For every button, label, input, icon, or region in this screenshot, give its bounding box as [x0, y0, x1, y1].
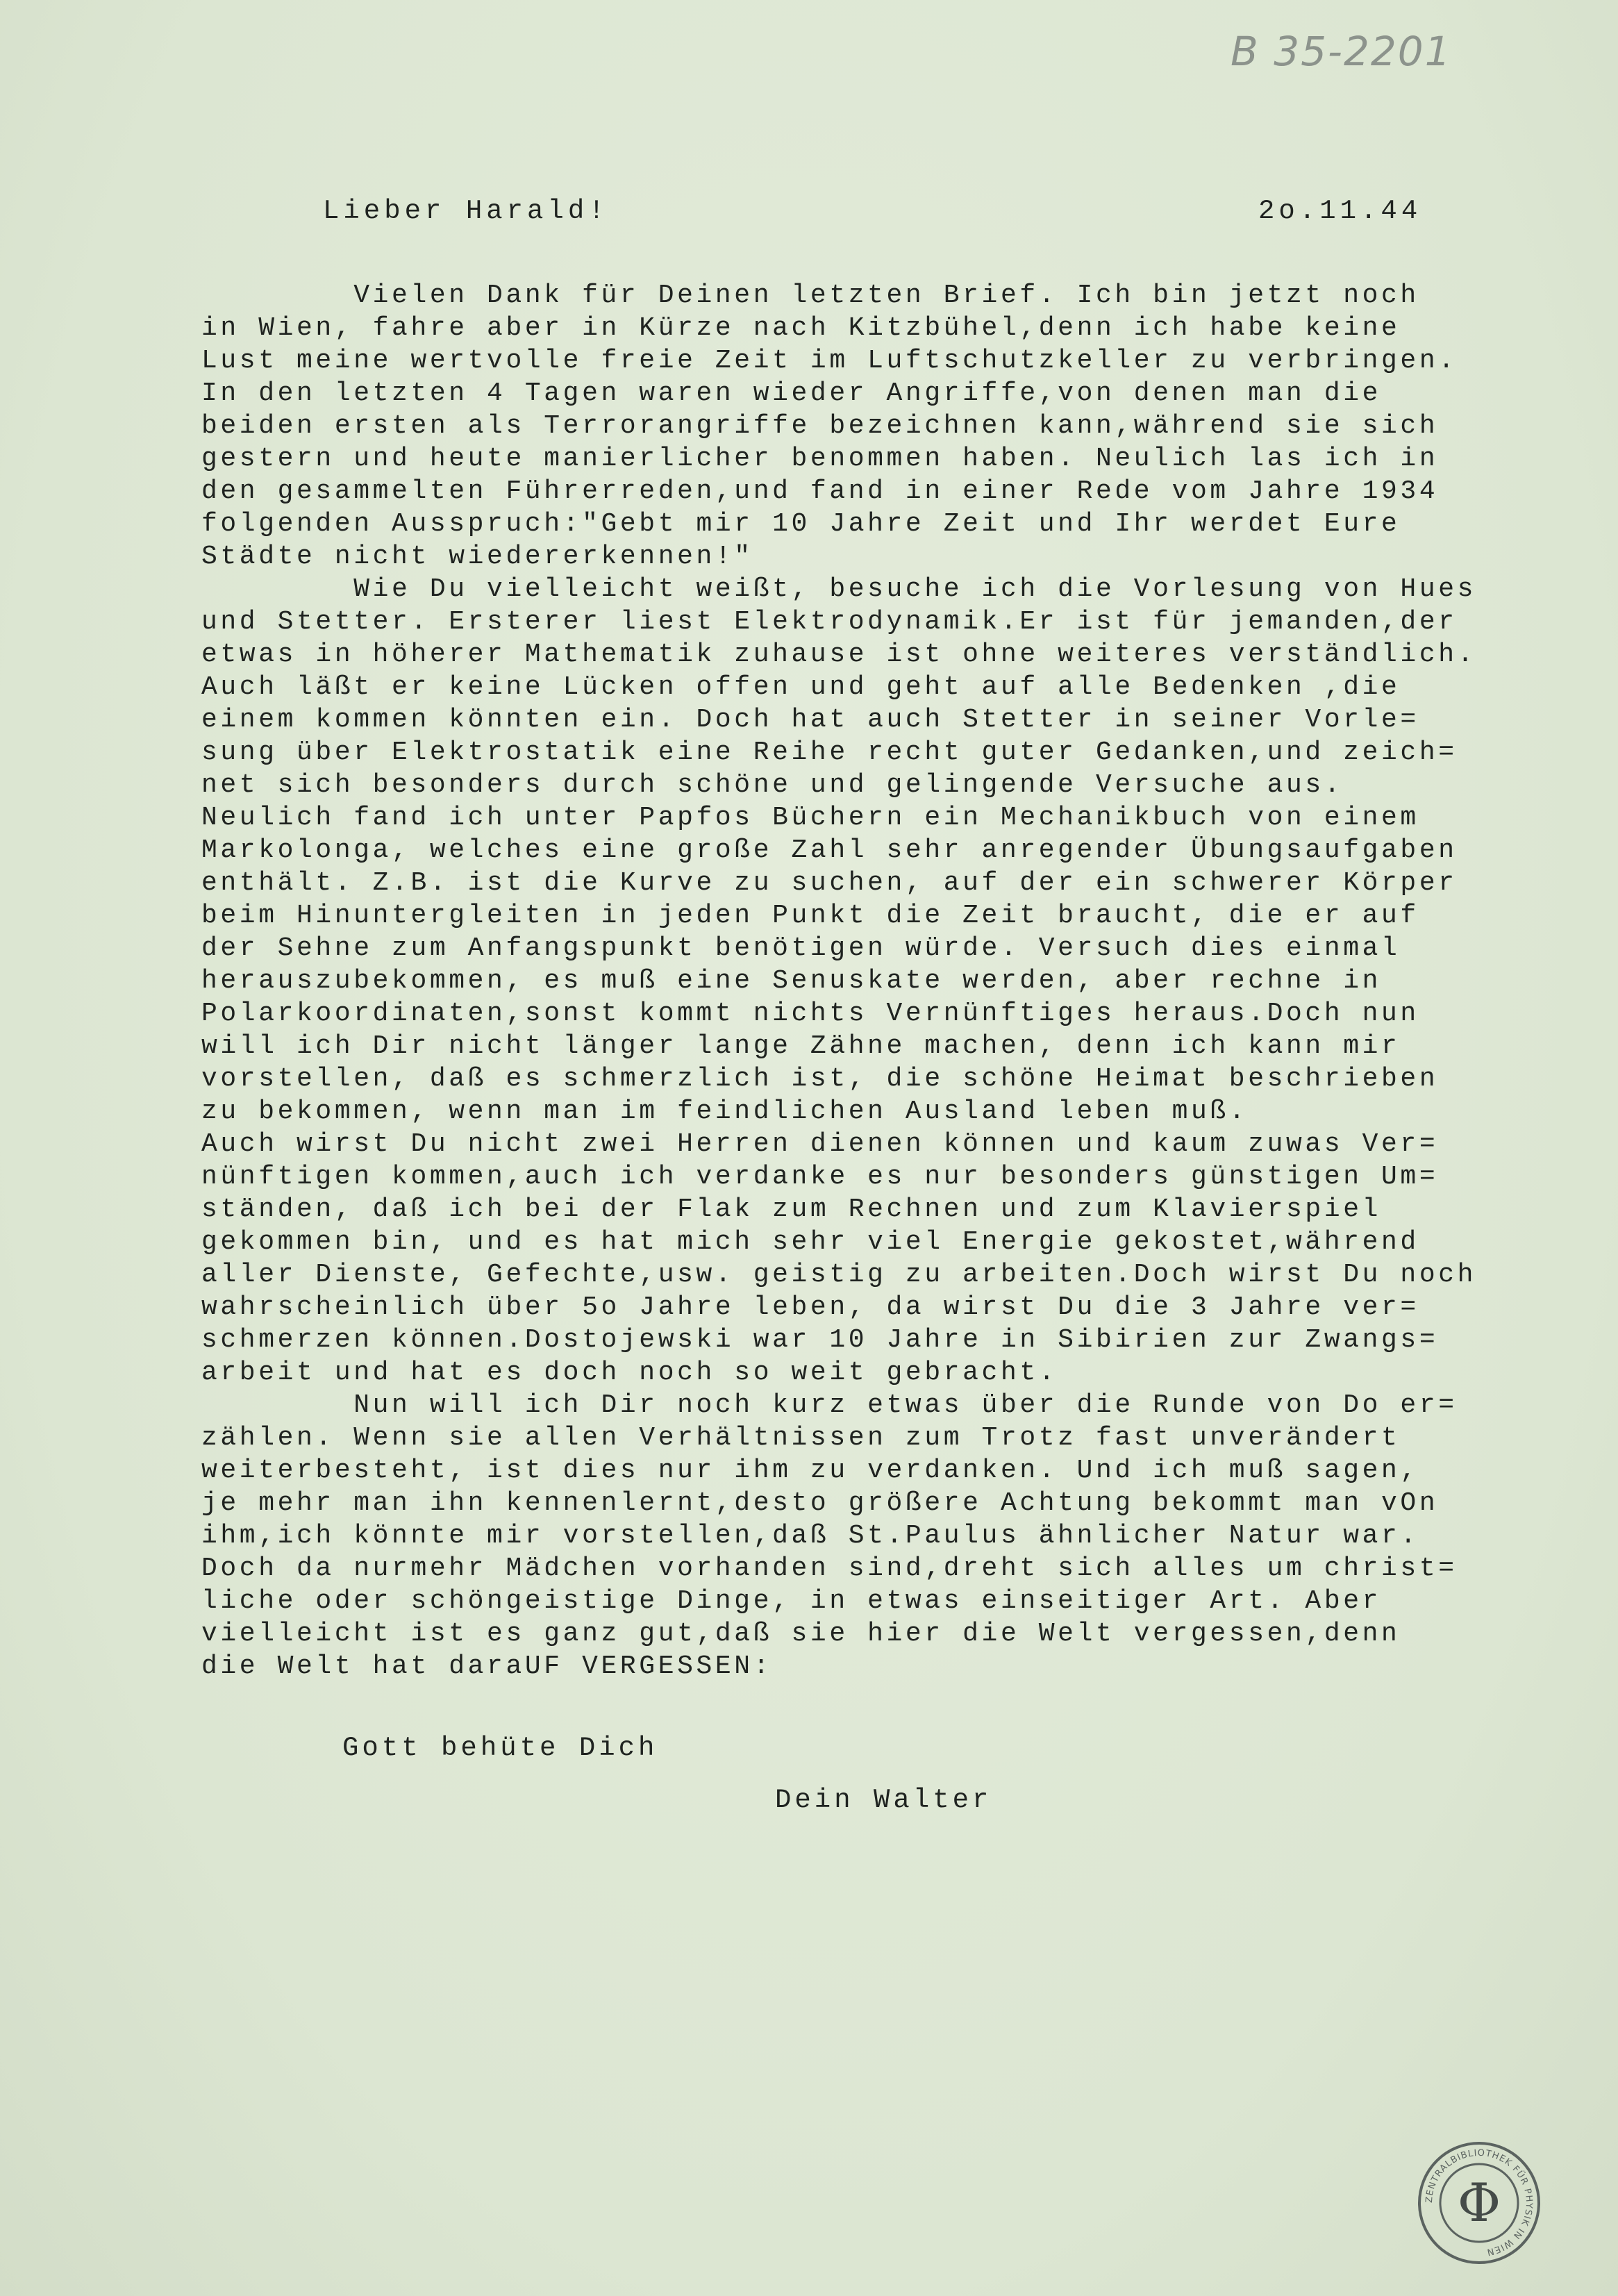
body-line: liche oder schöngeistige Dinge, in etwas einseitiger Art. Aber — [201, 1586, 1382, 1616]
body-line: enthält. Z.B. ist die Kurve zu suchen, auf der ein schwerer Körper — [201, 868, 1458, 898]
body-line: gestern und heute manierlicher benommen haben. Neulich las ich in — [201, 444, 1439, 474]
body-line: Auch wirst Du nicht zwei Herren dienen können und kaum zuwas Ver= — [201, 1129, 1439, 1159]
body-line: vorstellen, daß es schmerzlich ist, die schöne Heimat beschrieben — [201, 1064, 1439, 1094]
body-line: weiterbesteht, ist dies nur ihm zu verdanken. Und ich muß sagen, — [201, 1456, 1419, 1486]
body-line: einem kommen könnten ein. Doch hat auch Stetter in seiner Vorle= — [201, 705, 1419, 735]
body-line: den gesammelten Führerreden,und fand in einer Rede vom Jahre 1934 — [201, 476, 1439, 506]
stamp-text: ZENTRALBIBLIOTHEK FÜR PHYSIK IN WIEN — [1424, 2147, 1535, 2258]
body-line: die Welt hat daraUF VERGESSEN: — [201, 1652, 773, 1681]
body-line: der Sehne zum Anfangspunkt benötigen würde. Versuch dies einmal — [201, 933, 1401, 963]
body-line: aller Dienste, Gefechte,usw. geistig zu arbeiten.Doch wirst Du noch — [201, 1260, 1477, 1290]
signature: Dein Walter — [775, 1785, 992, 1815]
body-line: Doch da nurmehr Mädchen vorhanden sind,dreht sich alles um christ= — [201, 1554, 1458, 1583]
body-line: Polarkoordinaten,sonst kommt nichts Vernünftiges heraus.Doch nun — [201, 999, 1419, 1029]
archive-mark: B 35-2201 — [1231, 28, 1452, 75]
body-line: schmerzen können.Dostojewski war 10 Jahre in Sibirien zur Zwangs= — [201, 1325, 1439, 1355]
body-line: Vielen Dank für Deinen letzten Brief. Ich bin jetzt noch — [201, 281, 1419, 310]
library-stamp — [1417, 2140, 1542, 2265]
body-line: Lust meine wertvolle freie Zeit im Luftschutzkeller zu verbringen. — [201, 346, 1458, 376]
body-line: sung über Elektrostatik eine Reihe recht guter Gedanken,und zeich= — [201, 738, 1458, 767]
body-line: Auch läßt er keine Lücken offen und geht auf alle Bedenken ,die — [201, 672, 1401, 702]
body-line: will ich Dir nicht länger lange Zähne machen, denn ich kann mir — [201, 1031, 1401, 1061]
body-line: wahrscheinlich über 5o Jahre leben, da wirst Du die 3 Jahre ver= — [201, 1292, 1419, 1322]
body-line: je mehr man ihn kennenlernt,desto größere Achtung bekommt man vOn — [201, 1488, 1439, 1518]
body-line: beiden ersten als Terrorangriffe bezeichnen kann,während sie sich — [201, 411, 1439, 441]
body-line: arbeit und hat es doch noch so weit gebracht. — [201, 1358, 1058, 1388]
body-line: In den letzten 4 Tagen waren wieder Angriffe,von denen man die — [201, 378, 1382, 408]
closing-phrase: Gott behüte Dich — [342, 1733, 658, 1763]
phi-symbol: Φ — [1457, 2172, 1501, 2233]
body-line: herauszubekommen, es muß eine Senuskate werden, aber rechne in — [201, 966, 1382, 996]
body-line: net sich besonders durch schöne und gelingende Versuche aus. — [201, 770, 1344, 800]
body-line: nünftigen kommen,auch ich verdanke es nur besonders günstigen Um= — [201, 1162, 1439, 1192]
body-line: etwas in höherer Mathematik zuhause ist ohne weiteres verständlich. — [201, 640, 1477, 669]
body-line: und Stetter. Ersterer liest Elektrodynamik.Er ist für jemanden,der — [201, 607, 1458, 637]
body-line: ständen, daß ich bei der Flak zum Rechnen und zum Klavierspiel — [201, 1195, 1382, 1224]
body-line: Markolonga, welches eine große Zahl sehr anregender Übungsaufgaben — [201, 835, 1458, 865]
body-line: Städte nicht wiedererkennen!" — [201, 542, 753, 572]
letter-body — [201, 279, 1477, 1683]
body-line: zu bekommen, wenn man im feindlichen Ausland leben muß. — [201, 1097, 1249, 1126]
body-line: gekommen bin, und es hat mich sehr viel Energie gekostet,während — [201, 1227, 1419, 1257]
body-line: beim Hinuntergleiten in jeden Punkt die Zeit braucht, die er auf — [201, 901, 1419, 931]
body-line: folgenden Ausspruch:"Gebt mir 10 Jahre Zeit und Ihr werdet Eure — [201, 509, 1401, 539]
body-line: Neulich fand ich unter Papfos Büchern ein Mechanikbuch von einem — [201, 803, 1419, 833]
body-line: vielleicht ist es ganz gut,daß sie hier die Welt vergessen,denn — [201, 1619, 1401, 1649]
body-line: Nun will ich Dir noch kurz etwas über die Runde von Do er= — [201, 1390, 1458, 1420]
body-line: ihm,ich könnte mir vorstellen,daß St.Paulus ähnlicher Natur war. — [201, 1521, 1419, 1551]
letter-date: 2o.11.44 — [1258, 196, 1422, 226]
body-line: zählen. Wenn sie allen Verhältnissen zum Trotz fast unverändert — [201, 1423, 1401, 1453]
body-line: Wie Du vielleicht weißt, besuche ich die Vorlesung von Hues — [201, 574, 1477, 604]
body-line: in Wien, fahre aber in Kürze nach Kitzbühel,denn ich habe keine — [201, 313, 1401, 343]
salutation: Lieber Harald! — [323, 196, 609, 226]
